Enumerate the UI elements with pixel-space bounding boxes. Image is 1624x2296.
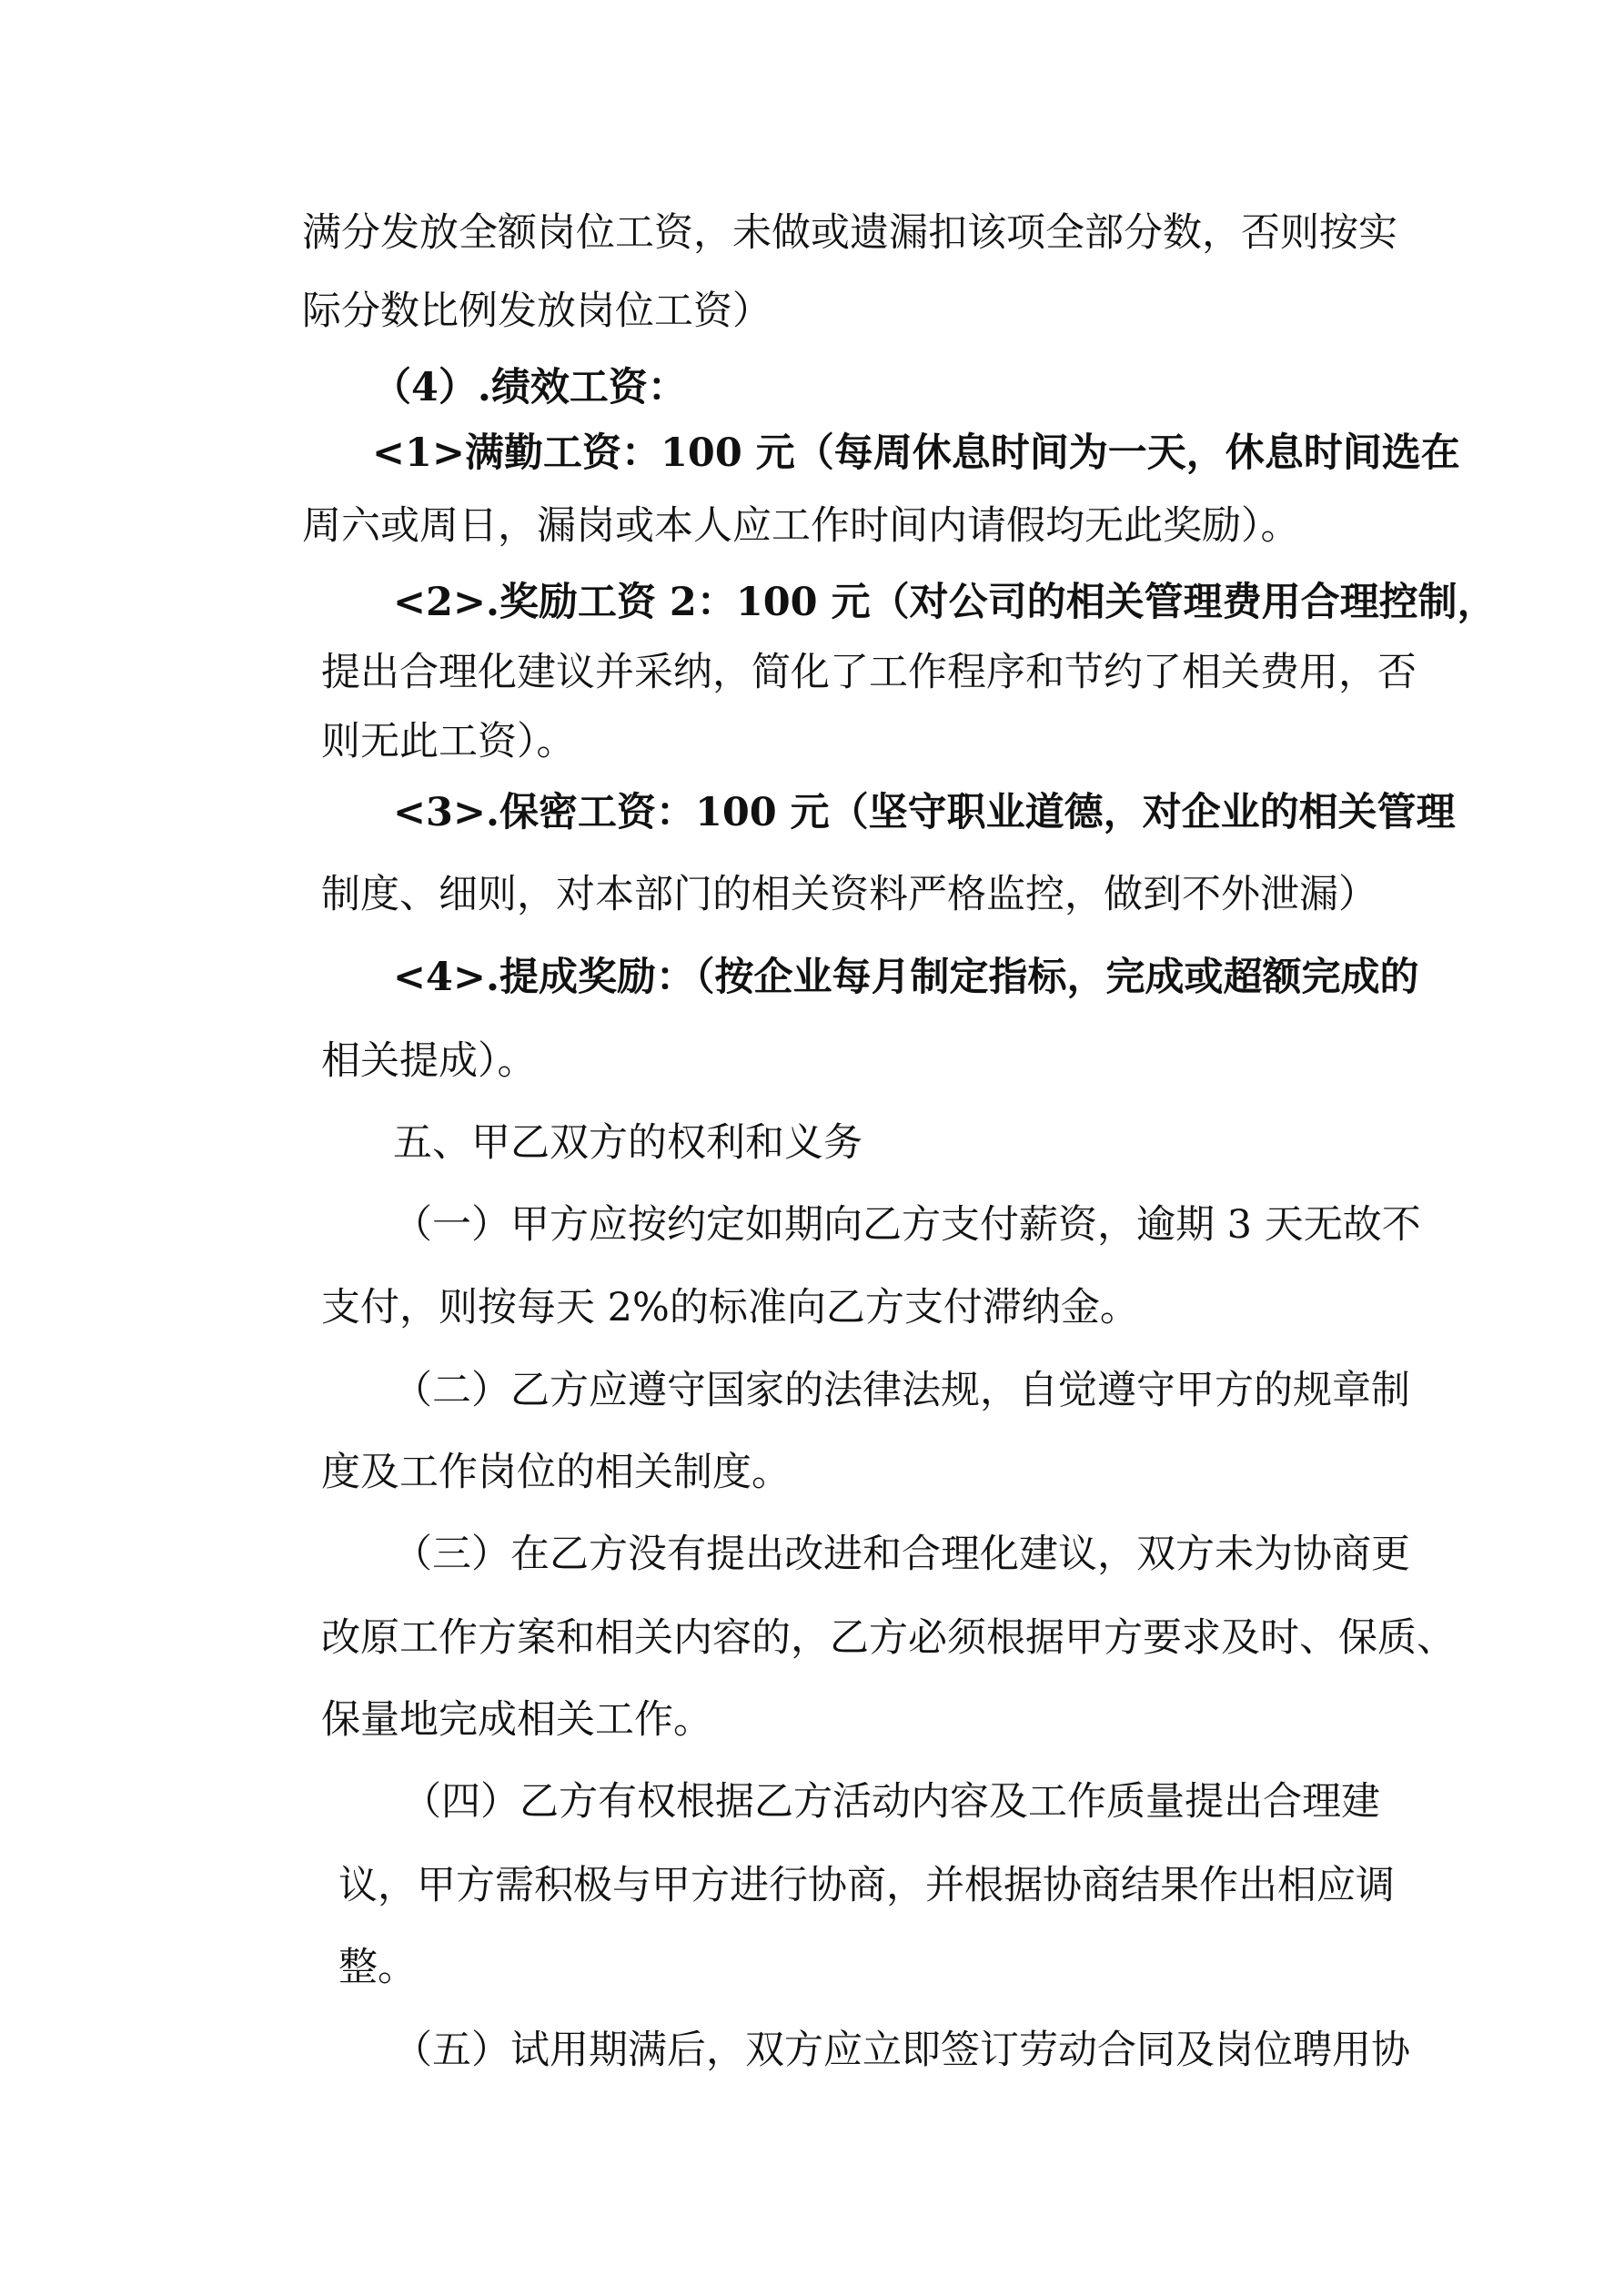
text-line: <1>满勤工资：100 元（每周休息时间为一天，休息时间选在 (372, 430, 1460, 476)
text-line: 制度、细则，对本部门的相关资料严格监控，做到不外泄漏） (321, 872, 1377, 917)
text-line: 提出合理化建议并采纳，简化了工作程序和节约了相关费用，否 (321, 650, 1417, 695)
text-line: 支付，则按每天 2%的标准向乙方支付滞纳金。 (321, 1285, 1139, 1330)
text-line: （4）.绩效工资： (372, 365, 687, 410)
text-line: 改原工作方案和相关内容的，乙方必须根据甲方要求及时、保质、 (321, 1615, 1456, 1661)
text-line: 相关提成）。 (321, 1038, 537, 1084)
text-line: 满分发放全额岗位工资，未做或遗漏扣该项全部分数，否则按实 (302, 210, 1397, 256)
text-line: （四）乙方有权根据乙方活动内容及工作质量提出合理建 (402, 1779, 1380, 1825)
text-line: <3>.保密工资：100 元（坚守职业道德，对企业的相关管理 (393, 790, 1456, 835)
text-line: （三）在乙方没有提出改进和合理化建议，双方未为协商更 (393, 1532, 1410, 1577)
text-line: <2>.奖励工资 2：100 元（对公司的相关管理费用合理控制， (393, 580, 1497, 625)
text-line: （五）试用期满后，双方应立即签订劳动合同及岗位聘用协 (393, 2028, 1410, 2073)
text-line: 际分数比例发放岗位工资） (302, 288, 772, 334)
text-line: <4>.提成奖励：（按企业每月制定指标，完成或超额完成的 (393, 955, 1419, 1000)
section-heading: 五、甲乙双方的权利和义务 (393, 1120, 862, 1166)
text-line: 保量地完成相关工作。 (321, 1697, 712, 1743)
text-line: 周六或周日，漏岗或本人应工作时间内请假均无此奖励）。 (302, 503, 1300, 549)
text-line: 整。 (338, 1945, 417, 1990)
text-line: （一）甲方应按约定如期向乙方支付薪资，逾期 3 天无故不 (393, 1202, 1421, 1248)
text-line: 议，甲方需积极与甲方进行协商，并根据协商结果作出相应调 (338, 1863, 1395, 1908)
text-line: 度及工作岗位的相关制度。 (321, 1450, 791, 1495)
text-line: 则无此工资）。 (321, 719, 576, 764)
text-line: （二）乙方应遵守国家的法律法规，自觉遵守甲方的规章制 (393, 1368, 1410, 1413)
